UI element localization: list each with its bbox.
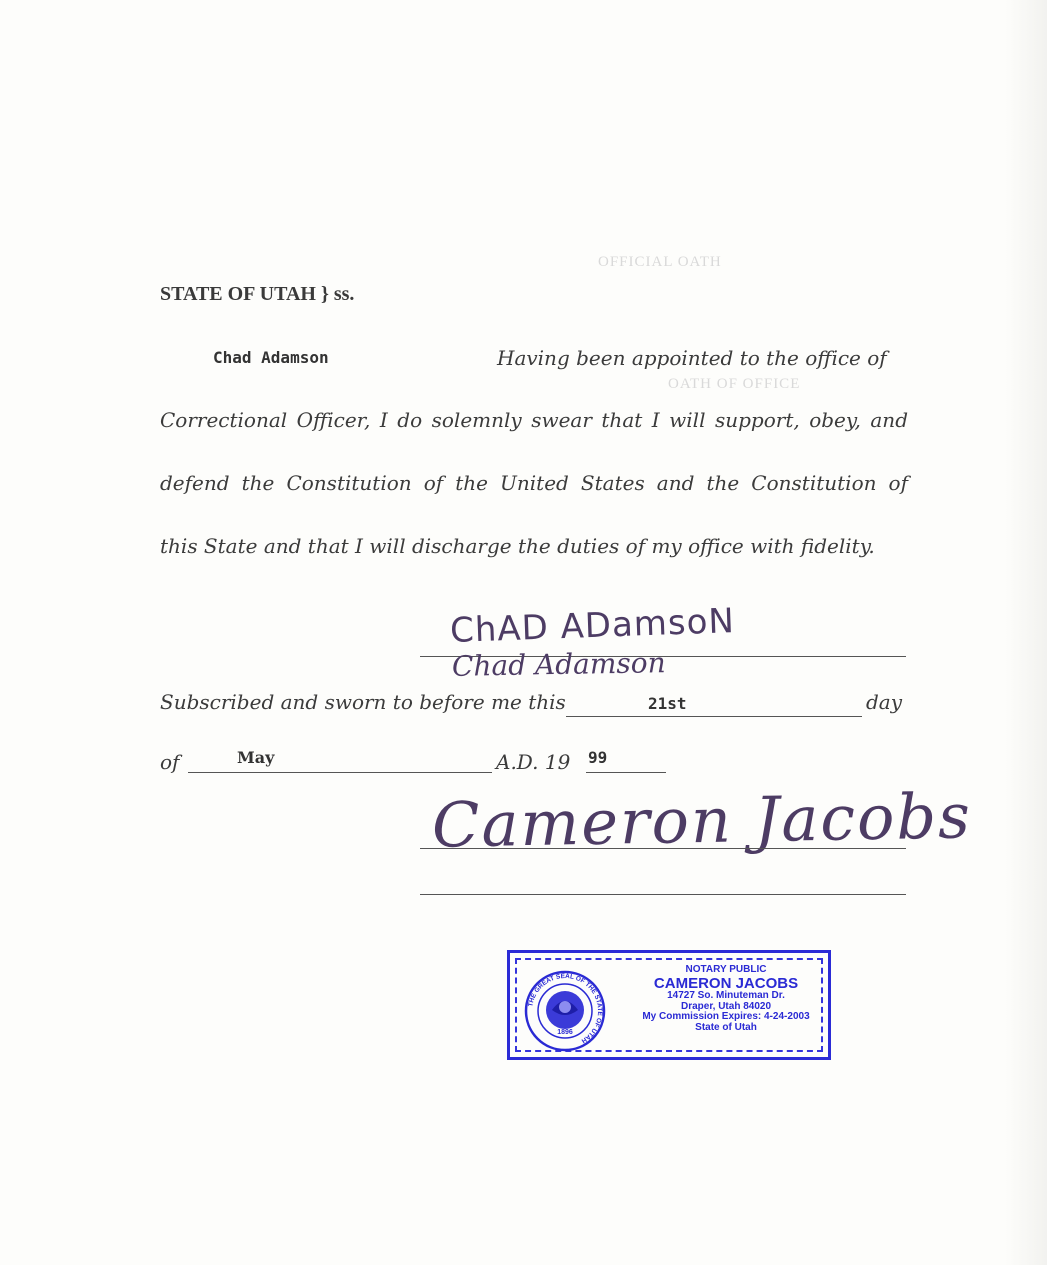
notary-signature: Cameron Jacobs bbox=[431, 779, 973, 862]
subscribed-text: Subscribed and sworn to before me this bbox=[160, 690, 566, 714]
notary-stamp bbox=[507, 950, 831, 1060]
seal-year: 1896 bbox=[557, 1029, 573, 1036]
ss-marker: } ss. bbox=[320, 283, 355, 305]
venue-heading bbox=[160, 283, 354, 306]
bleed-through-text: OATH OF OFFICE bbox=[668, 376, 801, 392]
stamp-address: 14727 So. Minuteman Dr. bbox=[667, 990, 785, 1002]
month-blank-line bbox=[188, 772, 492, 773]
stamp-expiration: My Commission Expires: 4-24-2003 bbox=[642, 1011, 810, 1023]
year-value: 99 bbox=[588, 748, 608, 767]
stamp-state: State of Utah bbox=[695, 1021, 757, 1033]
affiant-print-signature: ChAD ADamsoN bbox=[449, 601, 736, 651]
year-blank-line bbox=[586, 772, 666, 773]
stamp-title: NOTARY PUBLIC bbox=[685, 964, 767, 975]
stamp-notary-name: CAMERON JACOBS bbox=[653, 974, 799, 992]
ad-text: A.D. 19 bbox=[496, 750, 571, 774]
oath-line-3: defend the Constitution of the United States and the Constitution of bbox=[160, 471, 908, 495]
bleed-through-text: OFFICIAL OATH bbox=[598, 254, 722, 270]
day-value: 21st bbox=[648, 694, 687, 713]
state-seal-icon bbox=[524, 970, 606, 1052]
oath-line-1: Having been appointed to the office of bbox=[497, 346, 887, 370]
oath-line-2: Correctional Officer, I do solemnly swear that I will support, obey, and bbox=[160, 408, 908, 432]
stamp-city: Draper, Utah 84020 bbox=[680, 1000, 772, 1012]
day-word: day bbox=[866, 690, 903, 714]
oath-line-4: this State and that I will discharge the duties of my office with fidelity. bbox=[160, 534, 875, 558]
day-blank-line bbox=[566, 716, 862, 717]
month-value: May bbox=[237, 748, 275, 767]
stamp-text-block bbox=[622, 965, 830, 1033]
notary-second-line bbox=[420, 894, 906, 895]
state-name: STATE OF UTAH bbox=[160, 283, 316, 305]
affiant-name-typed: Chad Adamson bbox=[213, 348, 329, 367]
seal-ring-text: THE GREAT SEAL OF THE STATE OF UTAH bbox=[527, 972, 604, 1045]
notary-signature-line bbox=[420, 848, 906, 849]
affiant-cursive-signature: Chad Adamson bbox=[451, 646, 666, 683]
of-word: of bbox=[160, 750, 180, 774]
